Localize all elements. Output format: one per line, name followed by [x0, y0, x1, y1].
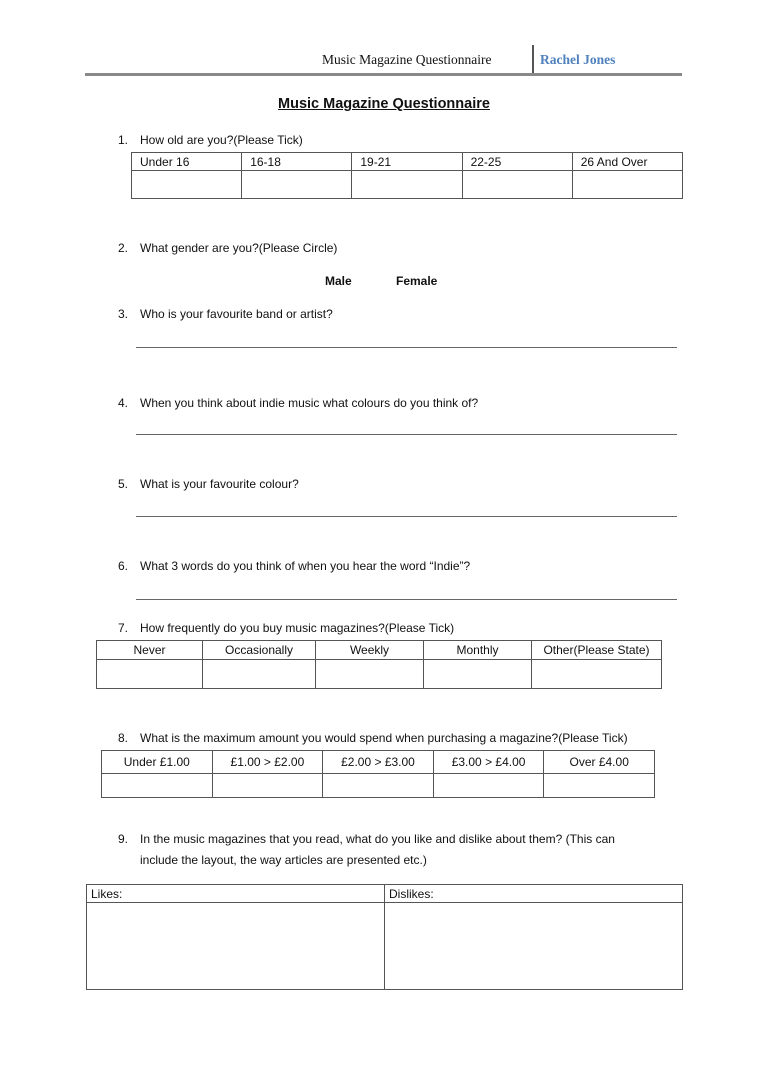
- tick-cell[interactable]: [323, 774, 434, 798]
- tick-cell[interactable]: [424, 660, 532, 689]
- question-number: 5.: [118, 477, 129, 491]
- question-5-text: What is your favourite colour?: [140, 477, 299, 491]
- tick-cell[interactable]: [242, 171, 352, 199]
- question-number: 4.: [118, 396, 129, 410]
- question-3-text: Who is your favourite band or artist?: [140, 307, 333, 321]
- question-4-text: When you think about indie music what colours do you think of?: [140, 396, 479, 410]
- question-8-text: What is the maximum amount you would spend when purchasing a magazine?(Please Tick): [140, 731, 628, 745]
- price-option: Over £4.00: [544, 751, 655, 774]
- tick-cell[interactable]: [572, 171, 682, 199]
- tick-cell[interactable]: [462, 171, 572, 199]
- header-rule: [85, 73, 682, 76]
- frequency-option: Other(Please State): [532, 641, 662, 660]
- tick-cell[interactable]: [352, 171, 462, 199]
- answer-line[interactable]: [136, 347, 677, 348]
- question-number: 6.: [118, 559, 129, 573]
- answer-line[interactable]: [136, 434, 677, 435]
- question-number: 9.: [118, 832, 129, 846]
- age-option: 26 And Over: [572, 153, 682, 171]
- price-option: Under £1.00: [102, 751, 213, 774]
- header-author: Rachel Jones: [540, 52, 616, 67]
- header-title: Music Magazine Questionnaire: [322, 52, 492, 67]
- frequency-table: [96, 640, 662, 689]
- question-7-text: How frequently do you buy music magazines?(Please Tick): [140, 621, 455, 635]
- tick-cell[interactable]: [316, 660, 424, 689]
- tick-cell[interactable]: [212, 774, 323, 798]
- tick-cell[interactable]: [97, 660, 203, 689]
- gender-male[interactable]: Male: [325, 274, 352, 288]
- price-option: £2.00 > £3.00: [323, 751, 434, 774]
- tick-cell[interactable]: [433, 774, 544, 798]
- price-table: [101, 750, 655, 798]
- age-table: [131, 152, 683, 199]
- tick-cell[interactable]: [544, 774, 655, 798]
- age-option: 19-21: [352, 153, 462, 171]
- question-9-text: In the music magazines that you read, what do you like and dislike about them? (This can: [140, 832, 615, 846]
- answer-line[interactable]: [136, 516, 677, 517]
- dislikes-cell[interactable]: [385, 903, 683, 990]
- likes-header: Likes:: [87, 885, 385, 903]
- question-number: 1.: [118, 133, 129, 147]
- question-6-text: What 3 words do you think of when you hear the word “Indie”?: [140, 559, 471, 573]
- age-option: 16-18: [242, 153, 352, 171]
- age-option: Under 16: [132, 153, 242, 171]
- likes-cell[interactable]: [87, 903, 385, 990]
- dislikes-header: Dislikes:: [385, 885, 683, 903]
- question-number: 2.: [118, 241, 129, 255]
- question-1-text: How old are you?(Please Tick): [140, 133, 303, 147]
- frequency-option: Occasionally: [203, 641, 316, 660]
- likes-dislikes-table: [86, 884, 683, 990]
- frequency-option: Weekly: [316, 641, 424, 660]
- header-separator: [532, 45, 534, 75]
- age-option: 22-25: [462, 153, 572, 171]
- price-option: £3.00 > £4.00: [433, 751, 544, 774]
- document-title: Music Magazine Questionnaire: [278, 96, 490, 112]
- tick-cell[interactable]: [132, 171, 242, 199]
- frequency-option: Monthly: [424, 641, 532, 660]
- question-number: 3.: [118, 307, 129, 321]
- frequency-option: Never: [97, 641, 203, 660]
- question-9-text-continued: include the layout, the way articles are presented etc.): [140, 853, 427, 867]
- answer-line[interactable]: [136, 599, 677, 600]
- gender-female[interactable]: Female: [396, 274, 438, 288]
- question-number: 8.: [118, 731, 129, 745]
- tick-cell[interactable]: [532, 660, 662, 689]
- question-2-text: What gender are you?(Please Circle): [140, 241, 338, 255]
- tick-cell[interactable]: [203, 660, 316, 689]
- question-number: 7.: [118, 621, 129, 635]
- tick-cell[interactable]: [102, 774, 213, 798]
- price-option: £1.00 > £2.00: [212, 751, 323, 774]
